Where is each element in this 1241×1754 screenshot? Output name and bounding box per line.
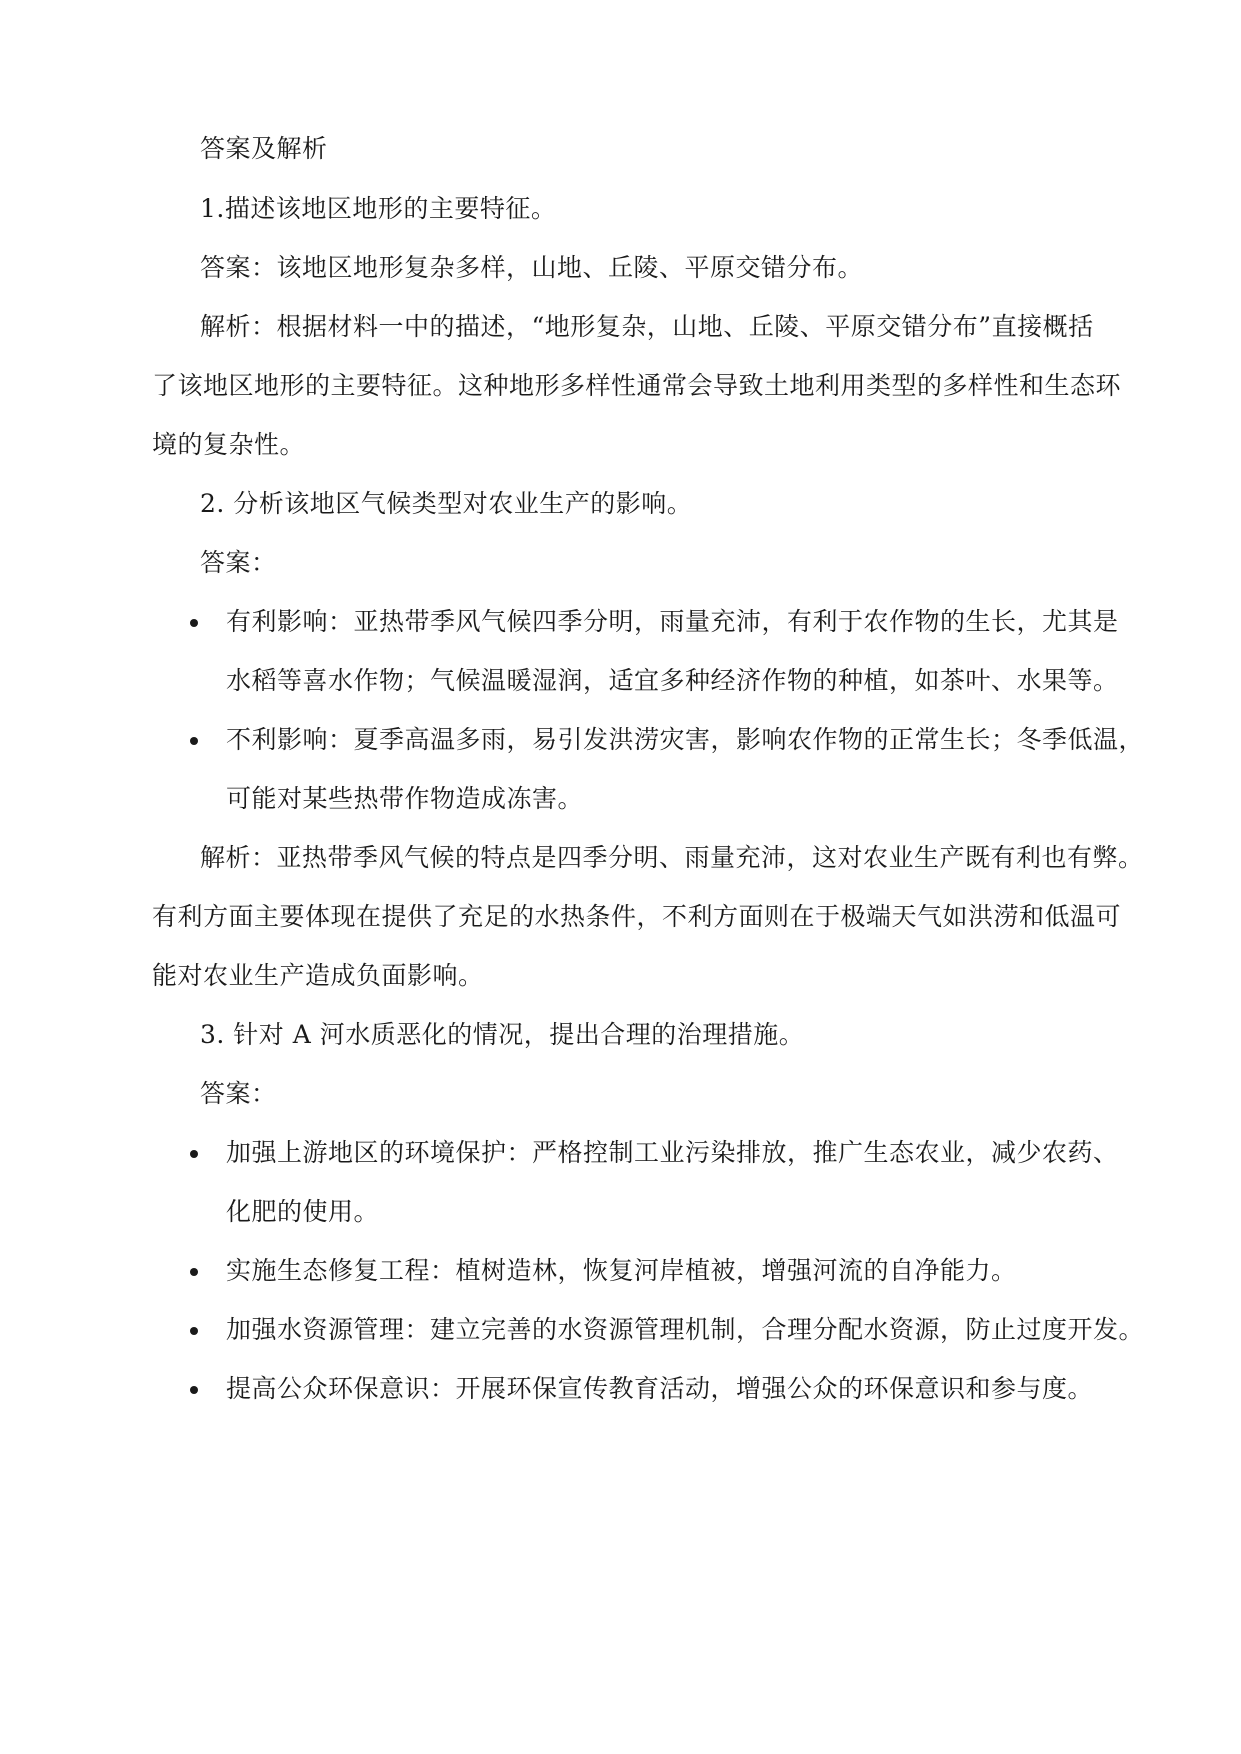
question-2: 2. 分析该地区气候类型对农业生产的影响。 — [200, 489, 693, 518]
answer-2-label: 答案： — [200, 548, 277, 577]
bullet-icon — [190, 1150, 198, 1158]
bullet-icon — [190, 1268, 198, 1276]
bullet-3-4-line-1: 提高公众环保意识：开展环保宣传教育活动，增强公众的环保意识和参与度。 — [226, 1374, 1094, 1403]
bullet-3-3-line-1: 加强水资源管理：建立完善的水资源管理机制，合理分配水资源，防止过度开发。 — [226, 1315, 1145, 1344]
bullet-3-1-line-1: 加强上游地区的环境保护：严格控制工业污染排放，推广生态农业，减少农药、 — [226, 1138, 1119, 1167]
analysis-1-line-3: 境的复杂性。 — [152, 430, 306, 459]
bullet-icon — [190, 1327, 198, 1335]
bullet-3-1-line-2: 化肥的使用。 — [226, 1197, 380, 1226]
bullet-2-2-line-2: 可能对某些热带作物造成冻害。 — [226, 784, 584, 813]
analysis-1-line-2: 了该地区地形的主要特征。这种地形多样性通常会导致土地利用类型的多样性和生态环 — [152, 371, 1122, 400]
bullet-icon — [190, 737, 198, 745]
question-1: 1.描述该地区地形的主要特征。 — [200, 194, 557, 223]
section-heading: 答案及解析 — [200, 134, 328, 163]
bullet-2-2-line-1: 不利影响：夏季高温多雨，易引发洪涝灾害，影响农作物的正常生长；冬季低温， — [226, 725, 1145, 754]
bullet-3-2-line-1: 实施生态修复工程：植树造林，恢复河岸植被，增强河流的自净能力。 — [226, 1256, 1017, 1285]
analysis-2-line-3: 能对农业生产造成负面影响。 — [152, 961, 484, 990]
analysis-2-line-2: 有利方面主要体现在提供了充足的水热条件，不利方面则在于极端天气如洪涝和低温可 — [152, 902, 1122, 931]
analysis-1-line-1: 解析：根据材料一中的描述，“地形复杂，山地、丘陵、平原交错分布”直接概括 — [200, 312, 1094, 341]
bullet-icon — [190, 1386, 198, 1394]
answer-1: 答案：该地区地形复杂多样，山地、丘陵、平原交错分布。 — [200, 253, 864, 282]
bullet-icon — [190, 619, 198, 627]
bullet-2-1-line-1: 有利影响：亚热带季风气候四季分明，雨量充沛，有利于农作物的生长，尤其是 — [226, 607, 1119, 636]
bullet-2-1-line-2: 水稻等喜水作物；气候温暖湿润，适宜多种经济作物的种植，如茶叶、水果等。 — [226, 666, 1119, 695]
analysis-2-line-1: 解析：亚热带季风气候的特点是四季分明、雨量充沛，这对农业生产既有利也有弊。 — [200, 843, 1144, 872]
answer-3-label: 答案： — [200, 1079, 277, 1108]
question-3: 3. 针对 A 河水质恶化的情况，提出合理的治理措施。 — [200, 1020, 805, 1049]
